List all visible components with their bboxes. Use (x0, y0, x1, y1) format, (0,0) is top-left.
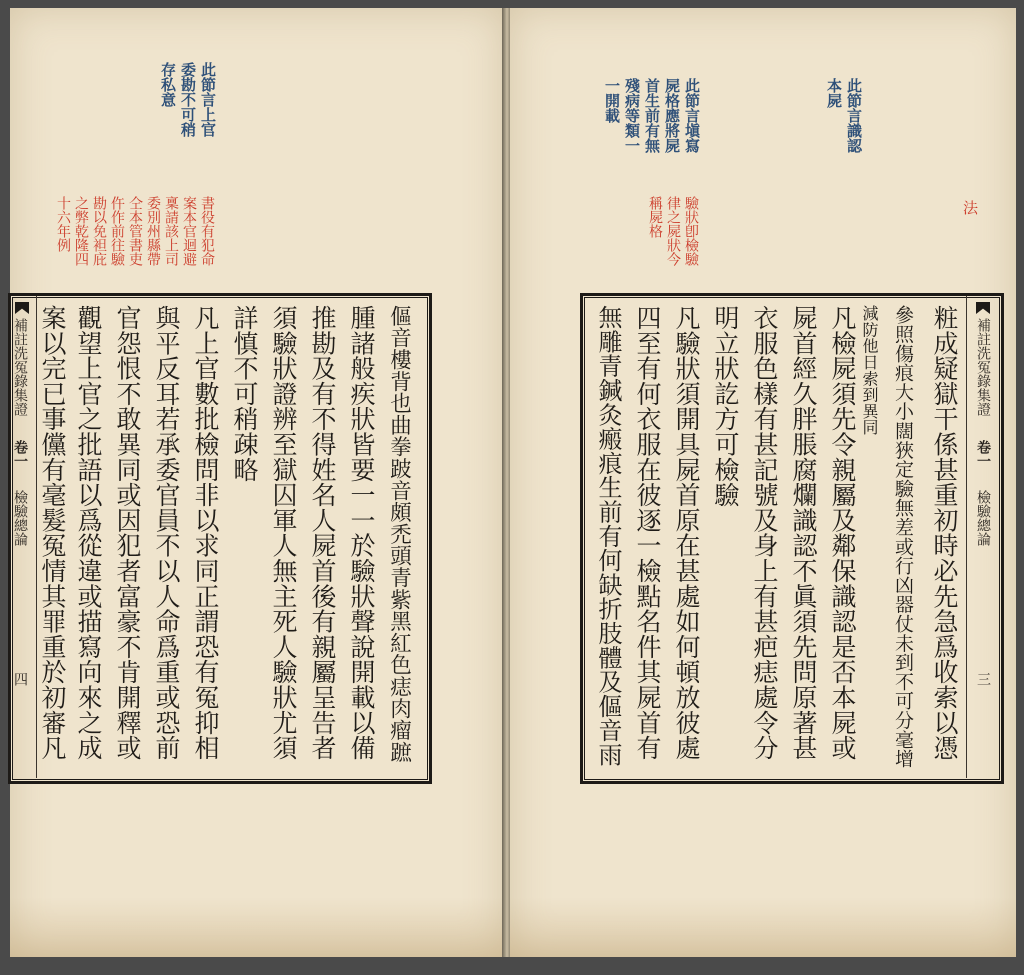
right-spine-title: 補註洗冤錄集證 (975, 318, 991, 416)
right-red-note-line: 驗狀卽檢驗 (683, 196, 699, 266)
right-page-stain (510, 897, 1016, 957)
left-text-column: 詳慎不可稍疎略 (230, 305, 259, 483)
right-spine-rule (966, 296, 967, 778)
left-red-note-line: 仵作前往驗 (109, 196, 125, 266)
right-text-column: 凡檢屍須先令親屬及鄰保識認是否本屍或 (828, 305, 857, 761)
right-blue-note-line: 殘病等類一 (623, 78, 641, 153)
left-red-note-line: 十六年例 (55, 196, 71, 252)
right-text-column: 衣服色樣有甚記號及身上有甚疤痣處令分 (750, 305, 779, 761)
left-spine-volume: 卷一 (12, 440, 28, 468)
left-red-note-line: 稟請該上司 (163, 196, 179, 266)
right-text-column: 粧成疑獄干係甚重初時必先急爲收索以憑 (930, 305, 959, 761)
left-blue-note-line: 委勘不可稍 (179, 62, 197, 137)
right-blue-note-line: 此節言塡寫 (683, 78, 701, 153)
left-text-column: 案以完已事儻有毫髮冤情其罪重於初審凡 (38, 305, 67, 761)
left-blue-note-line: 存私意 (159, 62, 177, 107)
left-spine-rule (36, 296, 37, 778)
right-blue-note-line: 屍格應將屍 (663, 78, 681, 153)
right-spine-section: 檢驗總論 (975, 490, 991, 546)
right-text-column: 減防他日索到異同 (860, 305, 879, 436)
left-text-column: 官怨恨不敢異同或因犯者富豪不肯開釋或 (113, 305, 142, 761)
right-blue-note-line: 此節言識認 (845, 78, 863, 153)
left-text-column: 須驗狀證辨至獄囚軍人無主死人驗狀尤須 (269, 305, 298, 761)
right-text-column: 四至有何衣服在彼逐一檢點名件其屍首有 (633, 305, 662, 761)
right-spine-page: 三 (975, 672, 991, 686)
left-text-column: 觀望上官之批語以爲從違或描寫向來之成 (74, 305, 103, 761)
left-text-column: 腫諸般疾狀皆要一一於驗狀聲說開載以備 (347, 305, 376, 761)
left-red-note-line: 案本官迴避 (181, 196, 197, 266)
right-red-note-line: 稱屍格 (647, 196, 663, 238)
right-spine-volume: 卷一 (975, 440, 991, 468)
left-text-column: 傴音樓背也曲拳跛音頗禿頭青紫黑紅色痣肉瘤蹠 (386, 305, 412, 763)
left-spine-page: 四 (12, 672, 28, 686)
right-red-fa: 法 (961, 200, 979, 215)
right-text-column: 無雕青鍼灸瘢痕生前有何缺折肢體及傴音雨 (594, 305, 622, 767)
right-text-column: 明立狀訖方可檢驗 (711, 305, 740, 508)
right-blue-note-line: 首生前有無 (643, 78, 661, 153)
left-red-note-line: 委別州縣帶 (145, 196, 161, 266)
right-text-column: 屍首經久胖脹腐爛識認不眞須先問原著甚 (789, 305, 818, 761)
left-text-column: 推勘及有不得姓名人屍首後有親屬呈告者 (308, 305, 337, 761)
right-text-column: 凡驗狀須開具屍首原在甚處如何頓放彼處 (672, 305, 701, 761)
right-red-note-line: 律之屍狀今 (665, 196, 681, 266)
left-spine-title: 補註洗冤錄集證 (12, 318, 28, 416)
left-spine-section: 檢驗總論 (12, 490, 28, 546)
left-text-column: 與平反耳若承委官員不以人命爲重或恐前 (152, 305, 181, 761)
left-red-note-line: 之弊乾隆四 (73, 196, 89, 266)
left-page-stain (10, 897, 504, 957)
right-blue-note-line: 一開載 (603, 78, 621, 123)
right-blue-note-line: 本屍 (825, 78, 843, 108)
left-red-note-line: 仝本管書吏 (127, 196, 143, 266)
left-text-column: 凡上官數批檢問非以求同正謂恐有冤抑相 (191, 305, 220, 761)
left-red-note-line: 勘以免袒庇 (91, 196, 107, 266)
left-red-note-line: 書役有犯命 (199, 196, 215, 266)
left-blue-note-line: 此節言上官 (199, 62, 217, 137)
right-text-column: 參照傷痕大小闊狹定驗無差或行凶器仗未到不可分毫增 (892, 305, 914, 769)
